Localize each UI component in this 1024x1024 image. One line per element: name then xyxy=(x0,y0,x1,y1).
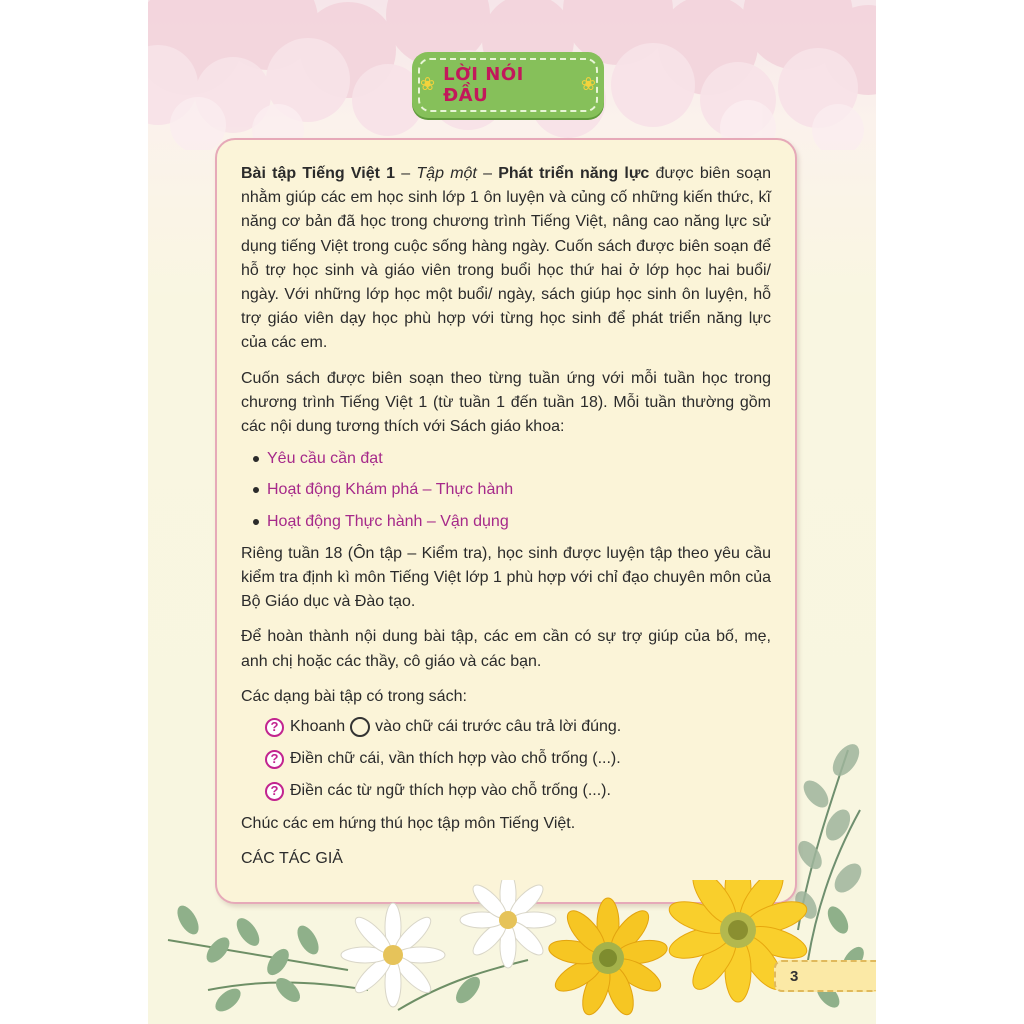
book-title: Bài tập Tiếng Việt 1 xyxy=(241,165,396,182)
empty-circle-icon xyxy=(350,717,370,737)
page xyxy=(148,0,876,1024)
list-item: Hoạt động Thực hành – Vận dụng xyxy=(267,510,771,534)
page-title: LỜI NÓI ĐẦU xyxy=(443,64,524,106)
structure-paragraph: Cuốn sách được biên soạn theo từng tuần ứng với mỗi tuần học trong chương trình Tiếng Việt 1 (từ tuần 1 đến tuần 18). Mỗi tuần thường gồm các nội dung tương thích với Sách giáo khoa: xyxy=(241,369,771,436)
exercise-item xyxy=(265,779,771,803)
flower-left-icon: ❀ xyxy=(420,74,436,95)
exercise-intro: Các dạng bài tập có trong sách: xyxy=(241,687,467,705)
title-banner xyxy=(412,52,604,118)
question-circle-icon: ? xyxy=(265,750,284,769)
content-list xyxy=(241,447,771,534)
intro-paragraph xyxy=(241,162,771,356)
flower-right-icon: ❀ xyxy=(580,74,596,95)
list-item: Hoạt động Khám phá – Thực hành xyxy=(267,478,771,502)
signature: CÁC TÁC GIẢ xyxy=(241,849,343,867)
intro-dash-2: – xyxy=(476,165,499,182)
book-volume: Tập một xyxy=(416,165,477,182)
support-paragraph: Để hoàn thành nội dung bài tập, các em cần có sự trợ giúp của bố, mẹ, anh chị hoặc các thầy, cô giáo và các bạn. xyxy=(241,628,771,670)
exercise-item xyxy=(265,715,771,739)
exercise-item xyxy=(265,747,771,771)
exercise-text: Điền chữ cái, vần thích hợp vào chỗ trống (...). xyxy=(290,750,621,768)
title-inner xyxy=(418,58,598,112)
question-circle-icon: ? xyxy=(265,718,284,737)
question-circle-icon: ? xyxy=(265,782,284,801)
closing-line: Chúc các em hứng thú học tập môn Tiếng Việt. xyxy=(241,814,576,832)
list-item: Yêu cầu cần đạt xyxy=(267,447,771,471)
exercise-text-before: Khoanh xyxy=(290,718,346,736)
intro-dash-1: – xyxy=(395,165,417,182)
page-number: 3 xyxy=(774,960,876,992)
flower-decoration-front xyxy=(148,880,876,1024)
book-focus: Phát triển năng lực xyxy=(498,165,650,182)
week18-paragraph: Riêng tuần 18 (Ôn tập – Kiểm tra), học sinh được luyện tập theo yêu cầu kiểm tra định kì môn Tiếng Việt lớp 1 phù hợp với chỉ đạo chuyên môn của Bộ Giáo dục và Đào tạo. xyxy=(241,544,771,611)
exercise-text-after: vào chữ cái trước câu trả lời đúng. xyxy=(375,718,622,736)
intro-rest: được biên soạn nhằm giúp các em học sinh lớp 1 ôn luyện và củng cố những kiến thức, kĩ năng cơ bản đã học trong chương trình Tiếng Việt, nâng cao năng lực sử dụng tiếng Việt trong cuộc sống hàng ngày. Cuốn sách được biên soạn để hỗ trợ học sinh và giáo viên trong buổi học thứ hai ở lớp học hai buổi/ ngày. Với những lớp học một buổi/ ngày, sách giúp học sinh ôn luyện, hỗ trợ giáo viên dạy học phù hợp với từng học sinh để phát triển năng lực của các em. xyxy=(241,165,771,352)
exercise-text: Điền các từ ngữ thích hợp vào chỗ trống (...). xyxy=(290,782,611,800)
content-text xyxy=(241,162,771,882)
